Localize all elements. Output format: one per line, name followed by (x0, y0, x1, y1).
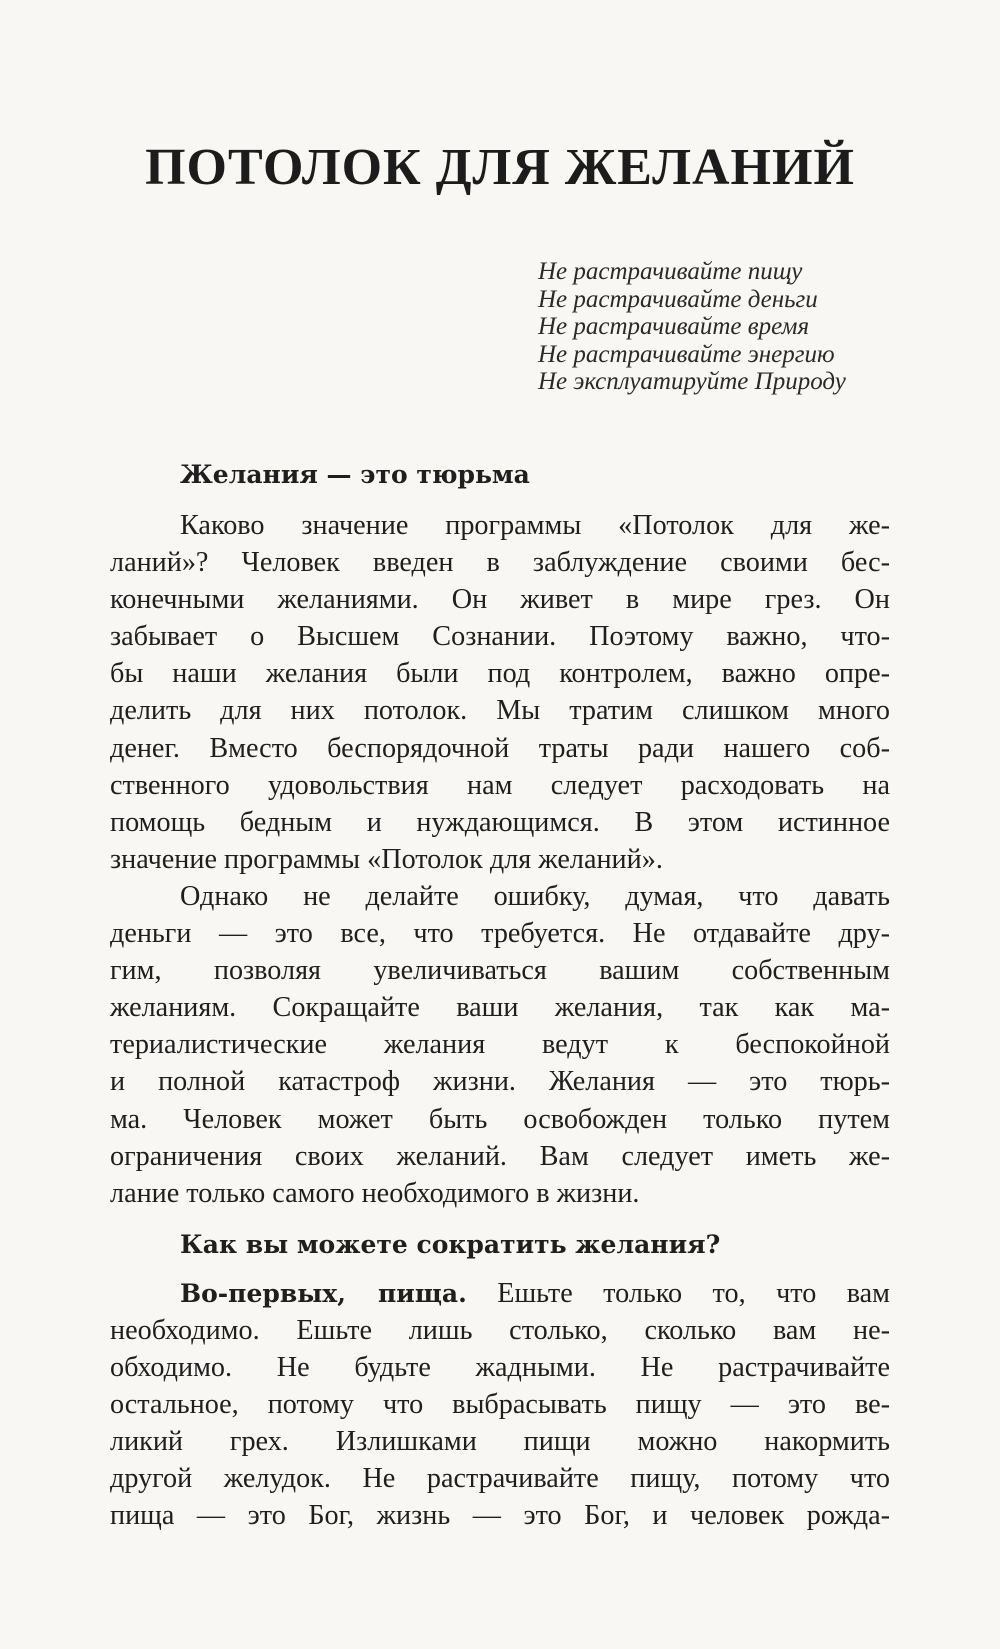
text-line: териалистические желания ведут к беспокойной (110, 1029, 890, 1061)
text-line: ликий грех. Излишками пищи можно накормить (110, 1426, 890, 1458)
text-line: лание только самого необходимого в жизни. (110, 1177, 640, 1209)
text-line: конечными желаниями. Он живет в мире грез. Он (110, 584, 890, 616)
text-line: забывает о Высшем Сознании. Поэтому важно, что- (110, 621, 890, 653)
text-line: пища — это Бог, жизнь — это Бог, и человек рожда- (110, 1500, 890, 1532)
text-line: другой желудок. Не растрачивайте пищу, потому что (110, 1463, 890, 1495)
lead-rest: Ешьте только то, что вам (466, 1277, 891, 1309)
page-content (110, 456, 890, 1534)
section-heading: Желания — это тюрьма (180, 460, 530, 489)
epigraph (538, 258, 846, 396)
text-line: помощь бедным и нуждающимся. В этом истинное (110, 806, 890, 838)
text-line: гим, позволяя увеличиваться вашим собственным (110, 955, 890, 987)
epigraph-line: Не растрачивайте деньги (538, 285, 818, 313)
text-line: ма. Человек может быть освобожден только путем (110, 1103, 890, 1135)
text-line: делить для них потолок. Мы тратим слишком много (110, 695, 890, 727)
chapter-title: ПОТОЛОК ДЛЯ ЖЕЛАНИЙ (145, 139, 855, 196)
text-line: Однако не делайте ошибку, думая, что давать (180, 880, 890, 912)
epigraph-line: Не растрачивайте время (538, 313, 810, 340)
text-line: бы наши желания были под контролем, важно опре- (110, 658, 890, 690)
text-line: обходимо. Не будьте жадными. Не растрачивайте (110, 1351, 890, 1383)
epigraph-line: Не растрачивайте энергию (538, 340, 835, 368)
text-line: остальное, потому что выбрасывать пищу — это ве- (110, 1389, 890, 1421)
text-line: значение программы «Потолок для желаний». (110, 843, 663, 875)
text-line: деньги — это все, что требуется. Не отдавайте дру- (110, 918, 890, 950)
paragraph (110, 878, 890, 1212)
epigraph-line: Не растрачивайте пищу (538, 258, 803, 285)
epigraph-line: Не эксплуатируйте Природу (538, 368, 846, 395)
text-line (110, 1275, 890, 1312)
paragraph (110, 1275, 890, 1535)
text-line: ограничения своих желаний. Вам следует иметь же- (110, 1140, 890, 1172)
text-line: Каково значение программы «Потолок для же- (180, 510, 890, 541)
lead-phrase: Во-первых, пища. (180, 1278, 467, 1308)
section-heading: Как вы можете сократить желания? (180, 1229, 721, 1259)
text-line: денег. Вместо беспорядочной траты ради нашего соб- (110, 732, 890, 764)
text-line: необходимо. Ешьте лишь столько, сколько вам не- (110, 1314, 890, 1346)
text-line: и полной катастроф жизни. Желания — это тюрь- (110, 1066, 890, 1098)
text-line: ланий»? Человек введен в заблуждение своими бес- (110, 547, 890, 579)
text-line: желаниям. Сокращайте ваши желания, так как ма- (110, 992, 890, 1024)
text-line: ственного удовольствия нам следует расходовать на (110, 769, 890, 801)
paragraph (110, 507, 890, 878)
